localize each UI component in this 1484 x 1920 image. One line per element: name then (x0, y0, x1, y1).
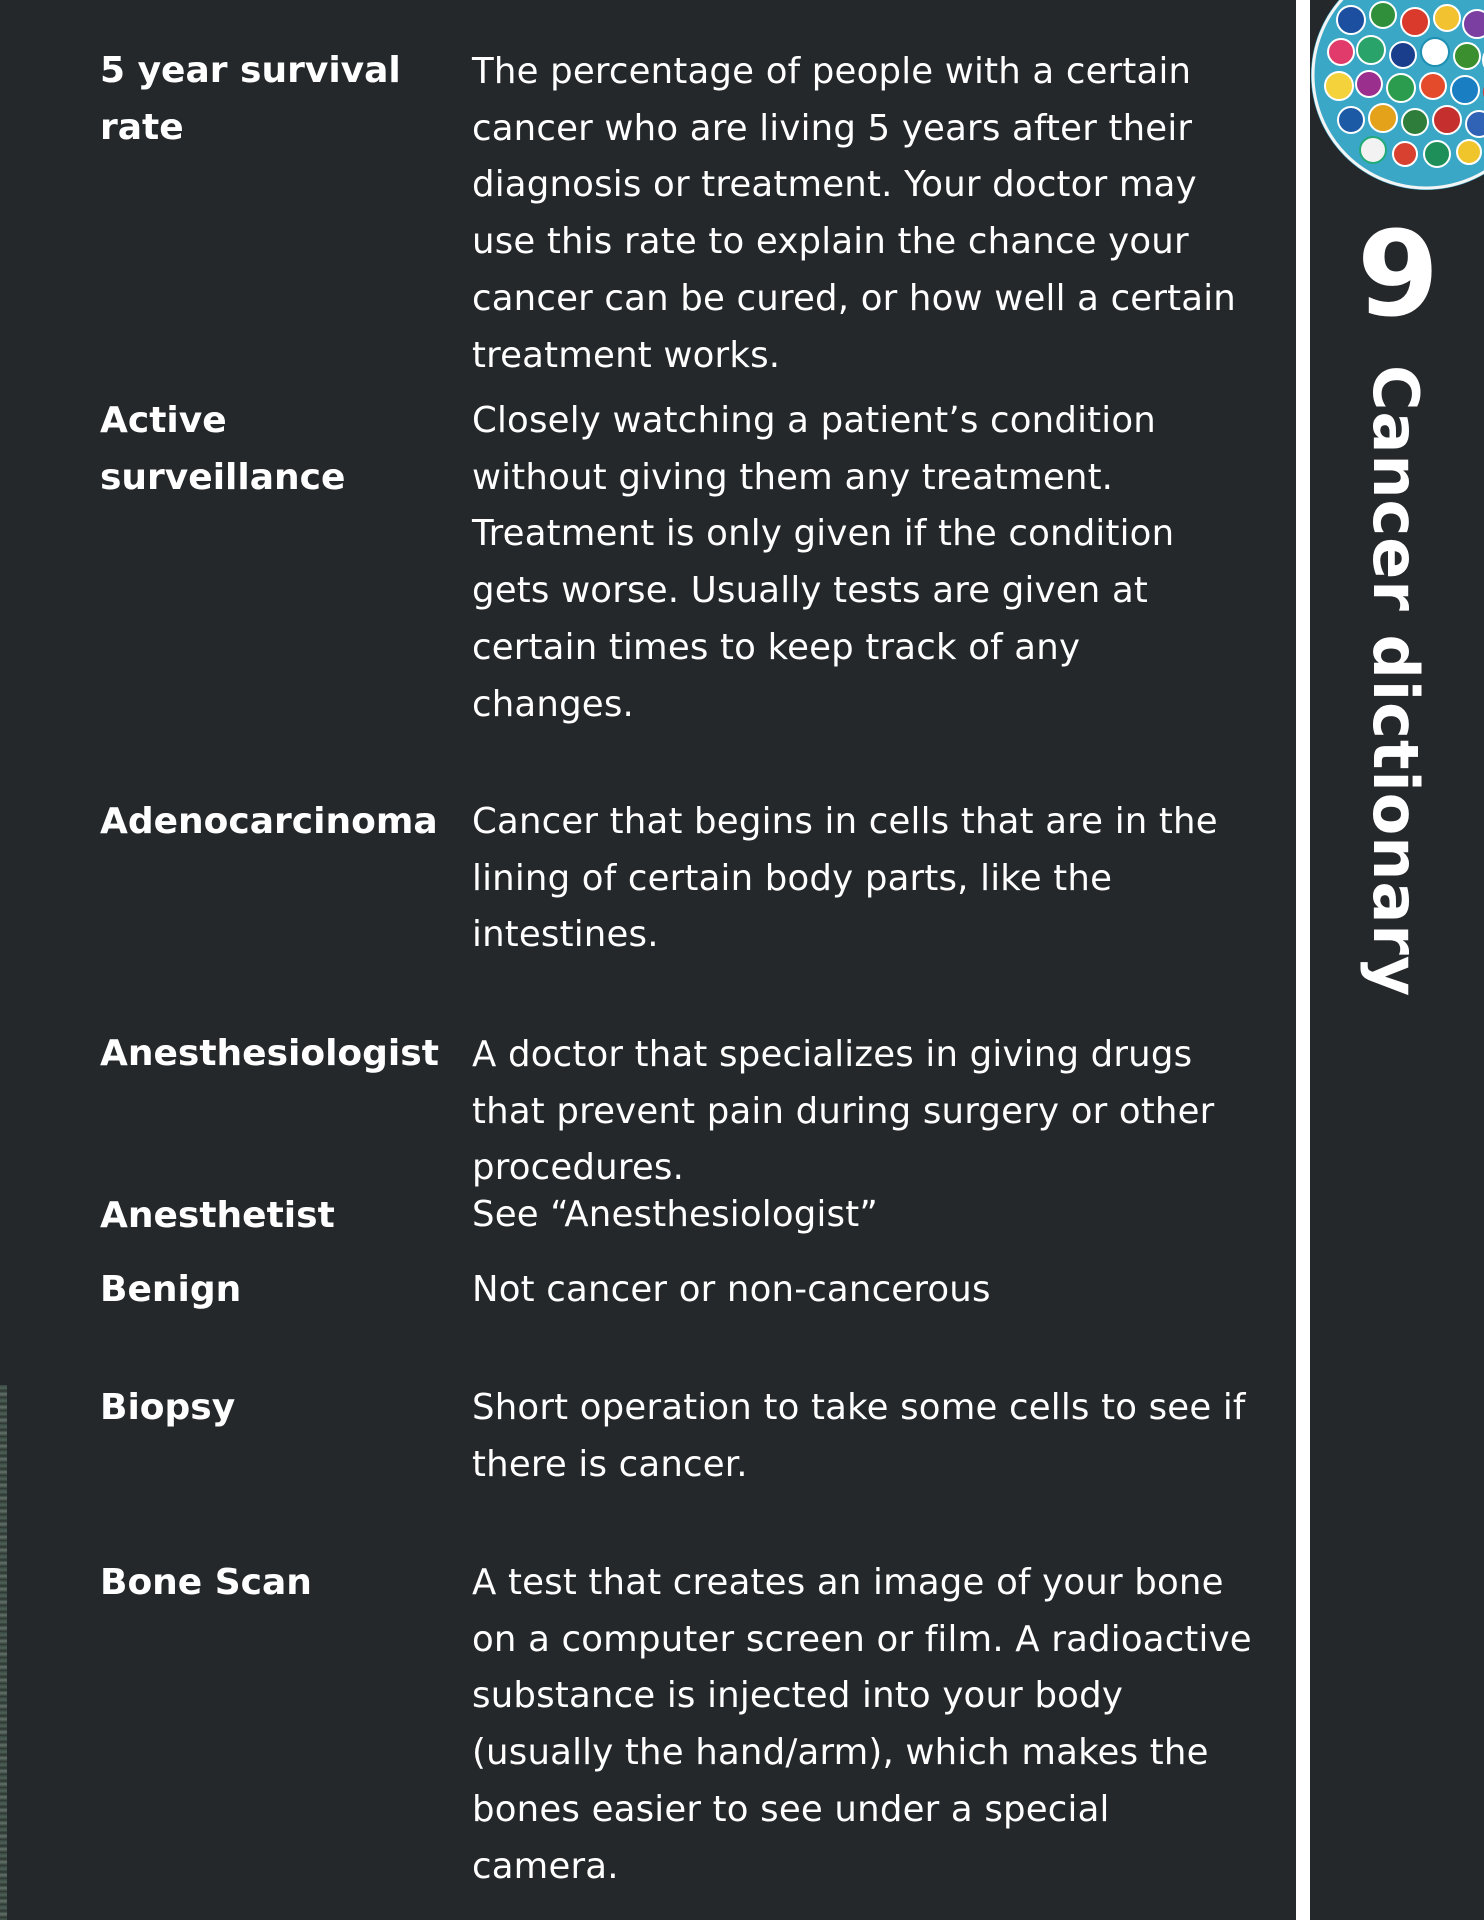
definition-biopsy: Short operation to take some cells to see if there is cancer. (472, 1387, 1246, 1485)
sidebar-title: Cancer dictionary (1359, 365, 1432, 998)
edge-texture-decoration (0, 1385, 7, 1920)
term-5-year-survival-rate: 5 year survival rate (100, 50, 401, 148)
term-adenocarcinoma: Adenocarcinoma (100, 801, 438, 842)
term-bone-scan: Bone Scan (100, 1562, 312, 1603)
term-active-surveillance: Active surveillance (100, 400, 346, 498)
definition-benign: Not cancer or non-cancerous (472, 1269, 991, 1310)
term-anesthesiologist: Anesthesiologist (100, 1033, 439, 1074)
term-biopsy: Biopsy (100, 1387, 236, 1428)
definition-5-year-survival-rate: The percentage of people with a certain cancer who are living 5 years after their diagnosis or treatment. Your doctor may use this rate to explain the chance your cancer can be cured, or how well a certain treatment works. (472, 51, 1236, 376)
sidebar-divider (1296, 0, 1310, 1920)
term-benign: Benign (100, 1269, 242, 1310)
definition-adenocarcinoma: Cancer that begins in cells that are in the lining of certain body parts, like the intestines. (472, 801, 1218, 956)
definition-anesthesiologist: A doctor that specializes in giving drugs that prevent pain during surgery or other procedures. (472, 1034, 1215, 1189)
term-anesthetist: Anesthetist (100, 1195, 335, 1236)
definition-bone-scan: A test that creates an image of your bone on a computer screen or film. A radioactive substance is injected into your body (usually the hand/arm), which makes the bones easier to see under a special camera. (472, 1562, 1252, 1887)
definition-anesthetist: See “Anesthesiologist” (472, 1194, 878, 1235)
page-number: 9 (1356, 205, 1440, 343)
definition-active-surveillance: Closely watching a patient’s condition without giving them any treatment. Treatment is only given if the condition gets worse. Usually tests are given at certain times to keep track of any changes. (472, 400, 1175, 725)
